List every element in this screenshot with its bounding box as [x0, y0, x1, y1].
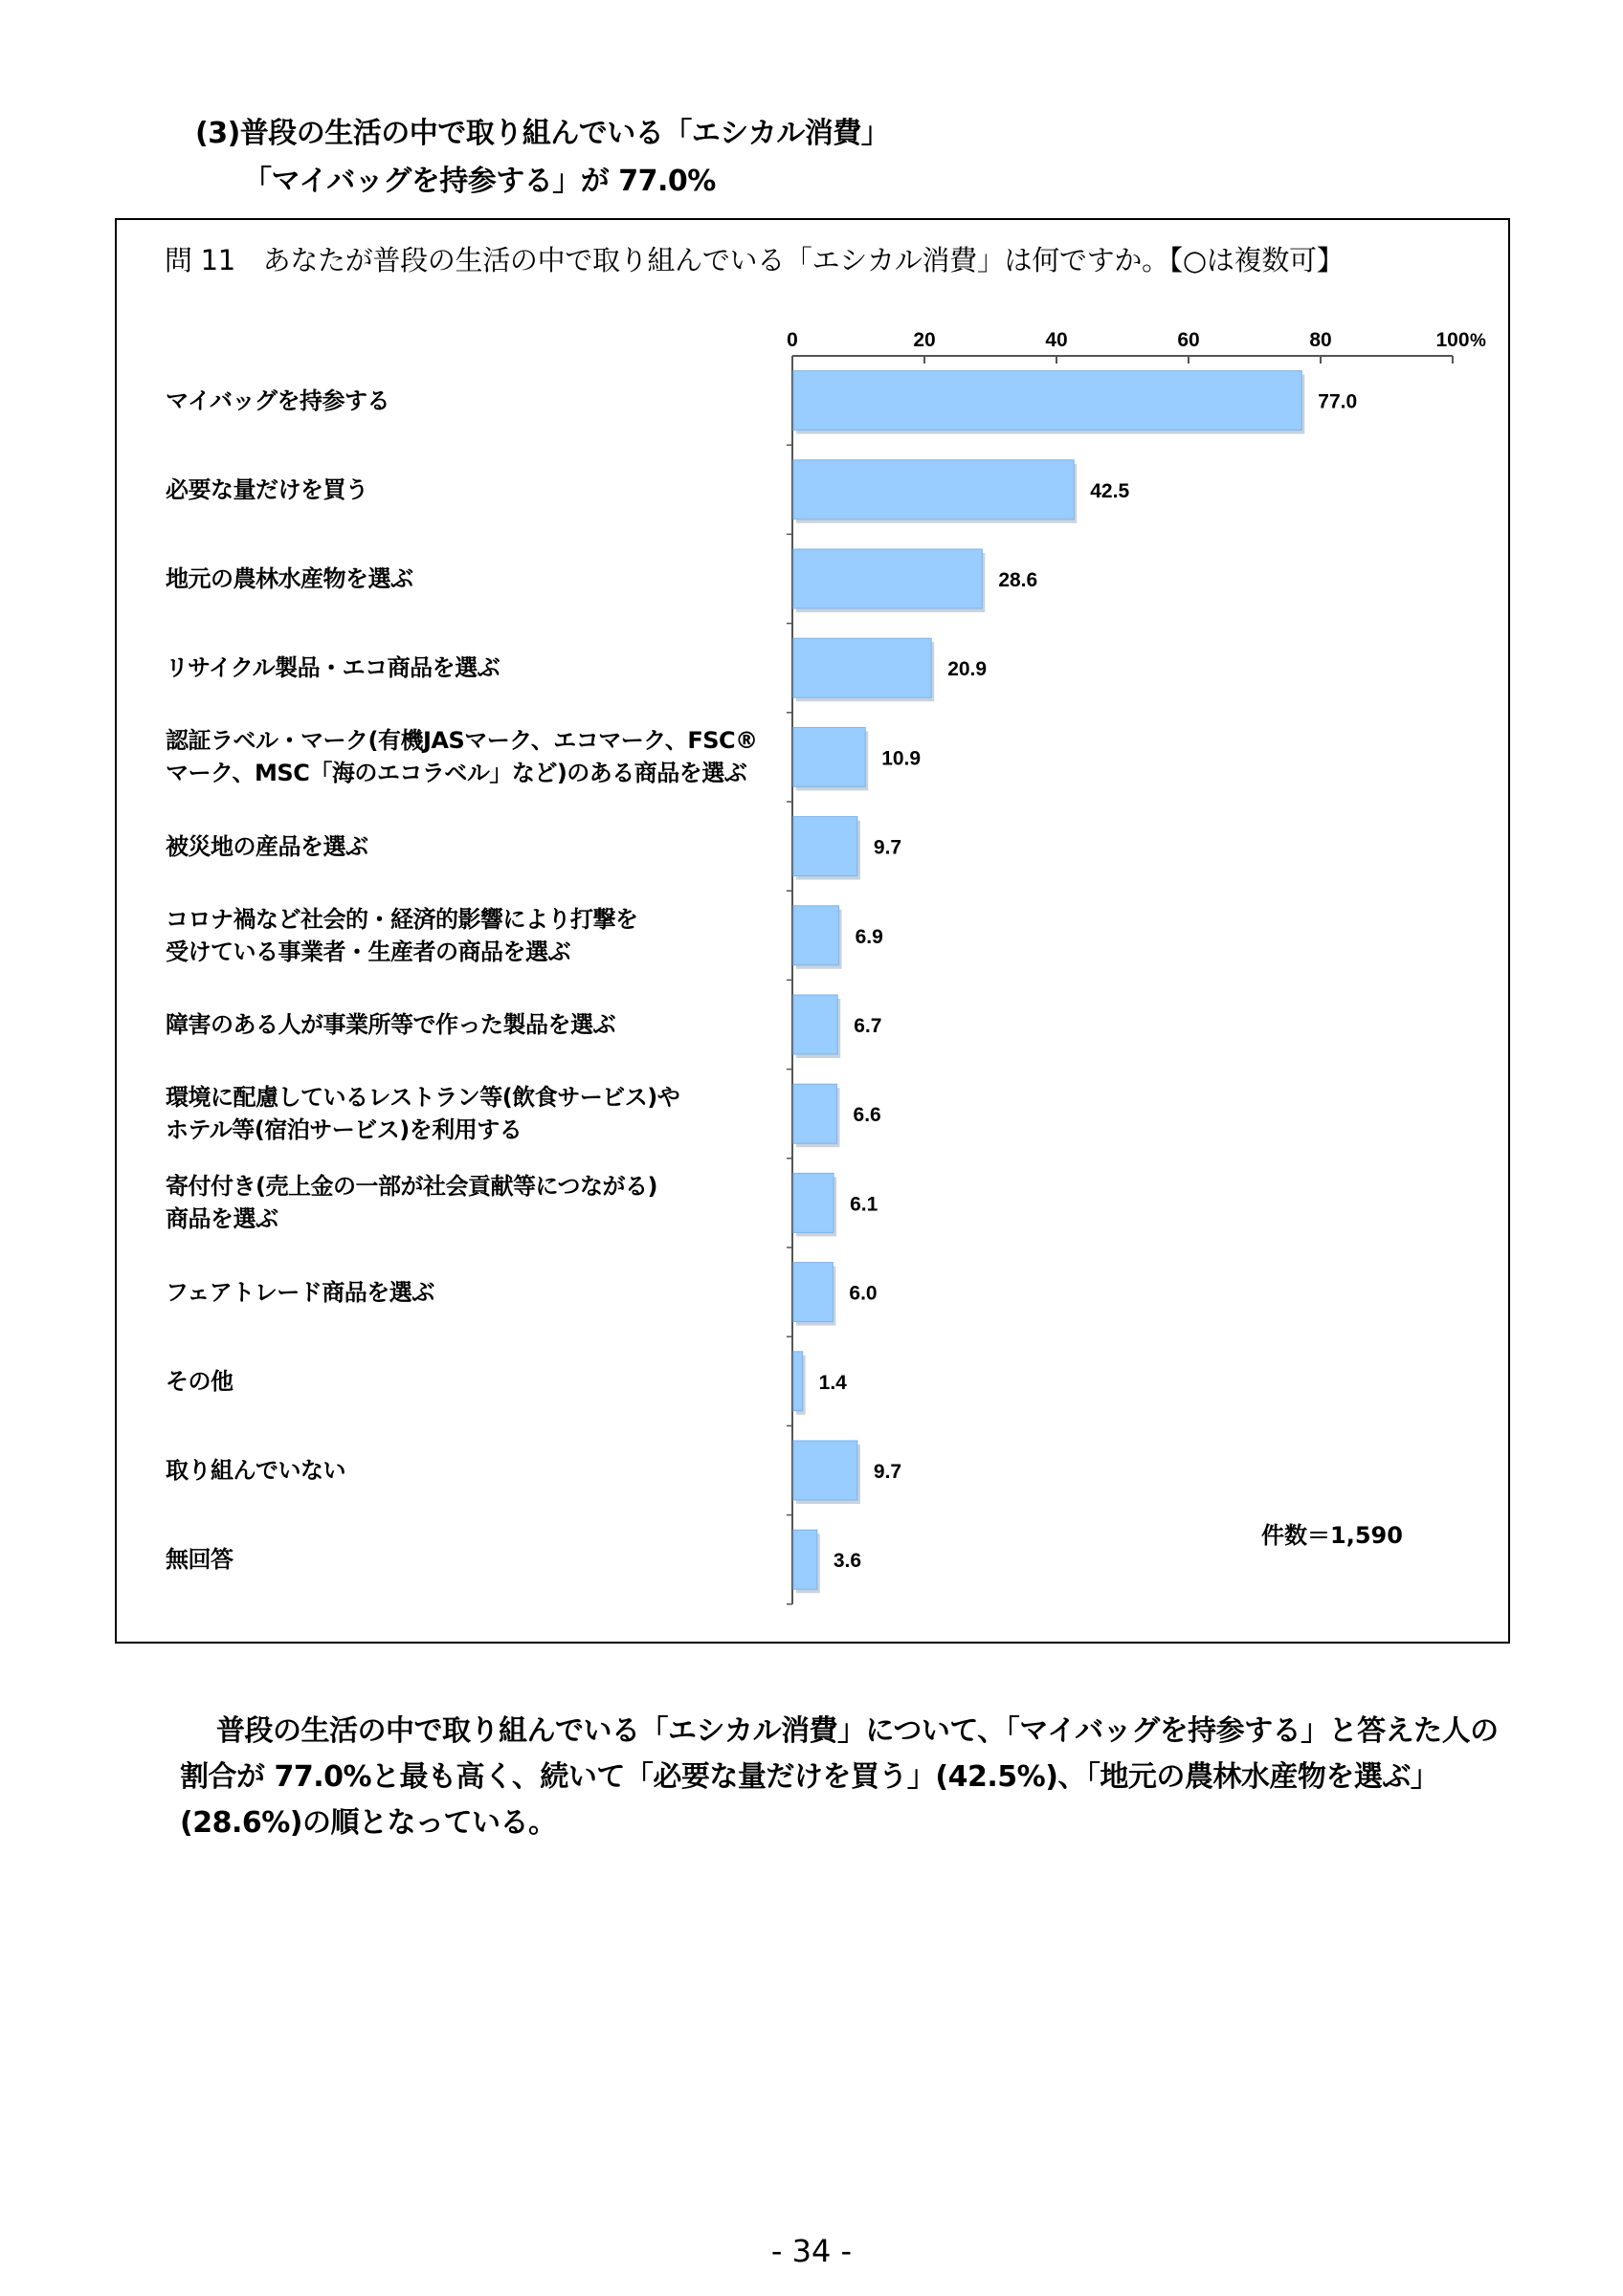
x-tick-label: 100: [1435, 329, 1470, 351]
bar-value-label: 9.7: [873, 836, 902, 859]
bar: [793, 1173, 834, 1232]
category-label-line: 取り組んでいない: [166, 1457, 345, 1484]
bar: [793, 460, 1074, 519]
category-label-line: 障害のある人が事業所等で作った製品を選ぶ: [166, 1011, 615, 1038]
page-number: - 34 -: [770, 2233, 853, 2269]
summary-text: [180, 1709, 1510, 1846]
x-tick-label: 80: [1309, 329, 1332, 351]
bar: [793, 549, 982, 608]
category-label-line: 環境に配慮しているレストラン等(飲食サービス)や: [166, 1084, 680, 1112]
x-unit-label: %: [1470, 331, 1486, 351]
bar: [793, 727, 865, 786]
bar: [793, 1084, 837, 1143]
bar-value-label: 1.4: [818, 1371, 847, 1394]
bar: [793, 1441, 857, 1500]
bar-value-label: 77.0: [1318, 390, 1358, 413]
response-count: 件数＝1,590: [1261, 1522, 1403, 1549]
x-tick-label: 60: [1177, 329, 1200, 351]
category-label-line: マーク、MSC「海のエコラベル」など)のある商品を選ぶ: [166, 760, 747, 787]
bar-value-label: 9.7: [873, 1461, 902, 1483]
bar: [793, 371, 1301, 430]
bar-value-label: 6.7: [854, 1015, 882, 1037]
section-subheading: 「マイバッグを持参する」が 77.0%: [243, 165, 716, 198]
summary-paragraph: 普段の生活の中で取り組んでいる「エシカル消費」について、「マイバッグを持参する」と答えた人の割合が 77.0%と最も高く、続いて「必要な量だけを買う」(42.5%)、「地元の農林水産物を選ぶ」(28.6%)の順となっている。: [180, 1714, 1499, 1840]
bar: [793, 995, 837, 1054]
x-tick-label: 0: [787, 329, 798, 351]
x-tick-label: 20: [913, 329, 936, 351]
bar: [793, 906, 839, 965]
x-tick-label: 40: [1045, 329, 1068, 351]
question-title: 問 11 あなたが普段の生活の中で取り組んでいる「エシカル消費」は何ですか。【○は複数可】: [165, 244, 1345, 276]
bar: [793, 1530, 817, 1589]
bar: [793, 817, 857, 876]
category-label-line: ホテル等(宿泊サービス)を利用する: [166, 1116, 522, 1144]
category-label-line: 必要な量だけを買う: [166, 475, 368, 503]
category-label-line: その他: [166, 1367, 233, 1395]
bar-value-label: 6.0: [849, 1282, 878, 1305]
bar: [793, 1352, 803, 1411]
category-label-line: リサイクル製品・エコ商品を選ぶ: [166, 654, 500, 682]
bar-value-label: 42.5: [1090, 479, 1130, 502]
category-label-line: マイバッグを持参する: [166, 386, 390, 414]
section-heading: (3)普段の生活の中で取り組んでいる「エシカル消費」: [195, 117, 890, 150]
bar-value-label: 6.1: [850, 1193, 878, 1216]
bar-value-label: 10.9: [881, 747, 922, 770]
bar-value-label: 3.6: [833, 1550, 862, 1573]
bar: [793, 1263, 833, 1322]
bar: [793, 638, 931, 697]
category-label-line: 商品を選ぶ: [166, 1205, 278, 1233]
category-label-line: 無回答: [166, 1546, 233, 1574]
category-label-line: 寄付付き(売上金の一部が社会貢献等につながる): [166, 1173, 657, 1201]
category-label-line: コロナ禍など社会的・経済的影響により打撃を: [166, 905, 638, 933]
bar-value-label: 28.6: [998, 569, 1038, 591]
bar-value-label: 6.9: [855, 925, 883, 948]
category-label-line: 被災地の産品を選ぶ: [166, 832, 368, 860]
category-label-line: 受けている事業者・生産者の商品を選ぶ: [166, 938, 570, 965]
bar-value-label: 6.6: [853, 1104, 881, 1127]
category-label-line: 地元の農林水産物を選ぶ: [166, 565, 413, 592]
category-label-line: 認証ラベル・マーク(有機JASマーク、エコマーク、FSC®: [166, 727, 758, 755]
category-label-line: フェアトレード商品を選ぶ: [166, 1278, 434, 1306]
bar-value-label: 20.9: [947, 658, 988, 681]
